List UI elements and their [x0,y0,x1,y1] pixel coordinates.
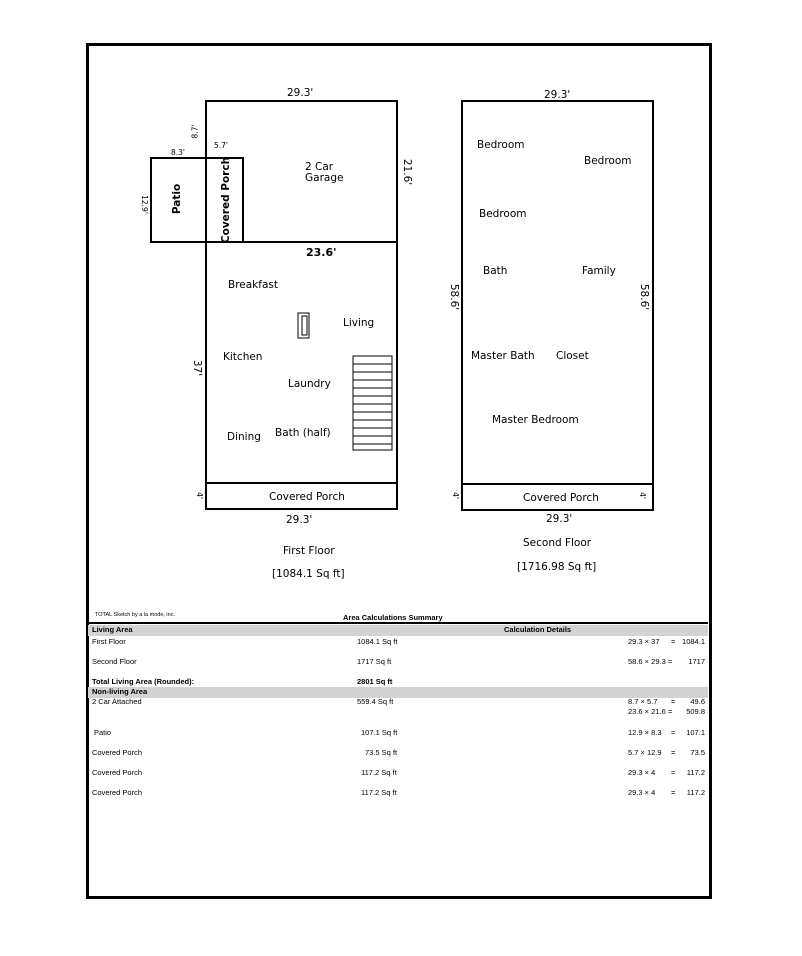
garage-label-line1: 2 Car [305,161,334,173]
summary-title: Area Calculations Summary [343,613,443,622]
breakfast-label: Breakfast [228,279,278,291]
sf-right-height: 58.6' [638,283,651,311]
row-calc: 29.3 × 4 [628,788,656,797]
closet-label: Closet [556,350,589,362]
row-calc: 5.7 × 12.9 [628,748,662,757]
nonliving-heading: Non-living Area [92,687,148,696]
row-result: 73.5 [690,748,705,757]
area-summary-table [88,622,708,893]
bedroom-3-label: Bedroom [479,208,527,220]
total-value: 2801 Sq ft [357,677,393,686]
row-area: 117.2 Sq ft [361,768,397,777]
row-result: 1717 [688,657,705,666]
bath-label: Bath [483,265,508,277]
row-area: 107.1 Sq ft [361,728,398,737]
garage-label-line2: Garage [305,172,344,184]
bedroom-1-label: Bedroom [477,139,525,151]
row-calc: 29.3 × 4 [628,768,656,777]
row-eq: = [671,728,676,737]
sf-bottom-width: 29.3' [546,513,573,525]
first-floor-title: First Floor [283,545,335,557]
garage-outline [206,101,397,242]
stairs [353,356,392,450]
sf-top-width: 29.3' [544,89,571,101]
ff-porch-depth: 4' [194,492,204,499]
ff-covered-porch-label: Covered Porch [269,491,345,503]
table-row [88,707,708,718]
sf-porch-depth-right: 4' [637,492,647,499]
row-result: 117.2 [686,768,705,777]
ff-top-width: 29.3' [287,87,314,99]
table-row [88,728,708,739]
row-calc: 58.6 × 29.3 = [628,657,673,666]
first-floor-area: [1084.1 Sq ft] [272,568,345,580]
row-name: Second Floor [92,657,137,666]
second-floor-title: Second Floor [523,537,592,549]
row-calc: 12.9 × 8.3 [628,728,662,737]
row-eq: = [671,748,676,757]
fireplace-icon [298,313,309,338]
row-result: 117.2 [686,788,705,797]
row-name: First Floor [92,637,126,646]
calc-details-heading: Calculation Details [504,625,572,634]
ff-covered-porch-width: 5.7' [214,141,228,150]
ff-bottom-width: 29.3' [286,514,313,526]
table-row [88,657,708,668]
ff-patio-height: 12.9' [139,195,149,214]
bath-half-label: Bath (half) [275,427,331,439]
row-result: 509.8 [686,707,705,716]
total-label: Total Living Area (Rounded): [92,677,195,686]
kitchen-label: Kitchen [223,351,263,363]
row-calc: 23.6 × 21.6 = [628,707,673,716]
laundry-label: Laundry [288,378,331,390]
sf-porch-depth-left: 4' [450,492,460,499]
row-area: 73.5 Sq ft [365,748,398,757]
row-area: 117.2 Sq ft [361,788,397,797]
sf-left-height: 58.6' [448,283,461,311]
ff-patio-width: 8.3' [171,148,185,157]
ff-garage-height: 21.6' [401,158,414,186]
row-calc: 29.3 × 37 [628,637,660,646]
row-area: 1717 Sq ft [357,657,392,666]
family-label: Family [582,265,616,277]
living-area-heading: Living Area [92,625,133,634]
table-row [88,768,708,779]
row-name: Patio [94,728,112,737]
row-area: 559.4 Sq ft [357,697,394,706]
row-name: 2 Car Attached [92,697,142,706]
row-name: Covered Porch [92,768,143,777]
row-eq: = [671,697,676,706]
living-area-header [88,625,708,636]
table-row [88,637,708,648]
sf-covered-porch-label: Covered Porch [523,492,599,504]
table-row [88,748,708,759]
living-label: Living [343,317,375,329]
row-eq: = [671,637,676,646]
master-bath-label: Master Bath [471,350,535,362]
table-row [88,788,708,799]
row-result: 49.6 [690,697,705,706]
ff-covered-porch-height: 8.7' [190,124,200,139]
second-floor-area: [1716.98 Sq ft] [517,561,597,573]
software-credit: TOTAL Sketch by a la mode, inc. [95,612,175,618]
row-result: 107.1 [686,728,705,737]
row-calc: 8.7 × 5.7 [628,697,658,706]
row-eq: = [671,788,676,797]
master-bedroom-label: Master Bedroom [492,414,579,426]
row-result: 1084.1 [682,637,705,646]
ff-mid-width: 23.6' [306,246,337,259]
row-eq: = [671,768,676,777]
row-area: 1084.1 Sq ft [357,637,398,646]
row-name: Covered Porch [92,748,143,757]
patio-label: Patio [171,183,184,215]
row-name: Covered Porch [92,788,143,797]
covered-porch-side-label: Covered Porch [220,156,233,244]
ff-left-height: 37' [191,359,204,377]
bedroom-2-label: Bedroom [584,155,632,167]
dining-label: Dining [227,431,261,443]
